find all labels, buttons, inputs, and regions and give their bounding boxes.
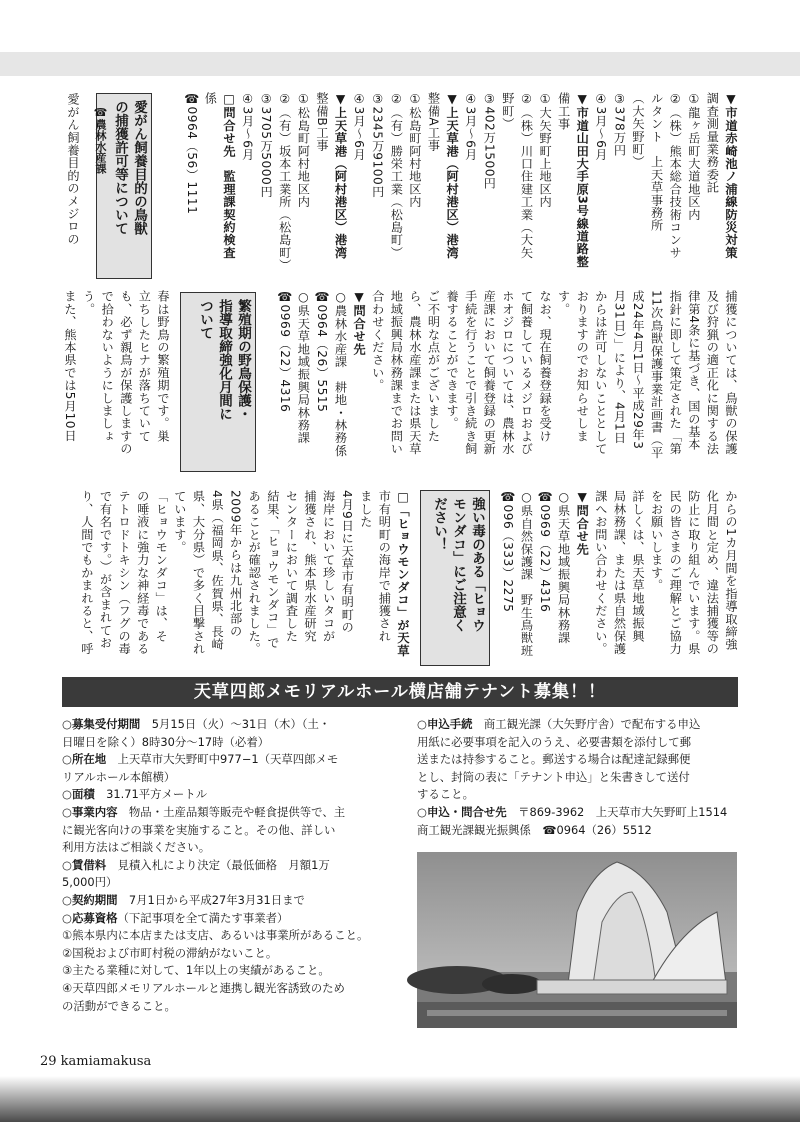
text-line: ②（有）勝栄工業（松島町） bbox=[389, 92, 404, 259]
memorial-hall-illustration bbox=[417, 852, 737, 1028]
bird-heading-line3: ついて bbox=[197, 299, 213, 340]
text-line: 4県（福岡県、佐賀県、長崎 bbox=[210, 490, 225, 651]
text-line: 指針に即して策定された「第 bbox=[668, 290, 683, 456]
text-line: ②（有）坂本工業所（松島町） bbox=[277, 92, 292, 272]
text-line: 養することができます。 bbox=[445, 290, 460, 430]
text-line: ています。 bbox=[172, 490, 187, 554]
tenant-item-key: ○所在地 bbox=[62, 752, 107, 767]
text-line: 海岸において珍しいタコが bbox=[321, 490, 336, 643]
tenant-item-text: の活動ができること。 bbox=[62, 998, 176, 1013]
tenant-line bbox=[62, 927, 407, 945]
text-line: ▼問合せ先 bbox=[352, 290, 367, 356]
tenant-item-key: ○面積 bbox=[62, 787, 95, 802]
bird-heading-line1: 繁殖期の野鳥保護・ bbox=[235, 299, 251, 421]
tenant-item-text: 用紙に必要事項を記入のうえ、必要書類を添付して郵 bbox=[417, 734, 692, 749]
tenant-item-text: ②国税および市町村税の滞納がないこと。 bbox=[62, 945, 278, 960]
text-line: ③3705万5000円 bbox=[259, 92, 274, 198]
tenant-item-text: 7月1日から平成27年3月31日まで bbox=[117, 892, 305, 907]
text-line: ③378万円 bbox=[612, 92, 627, 157]
tenant-item-key: ○申込・問合せ先 bbox=[417, 804, 507, 819]
mejiro-heading-line1: 愛がん飼養目的の鳥獣 bbox=[131, 100, 147, 235]
tenant-item-text: 〒869-3962 上天草市大矢野町上1514 bbox=[506, 804, 728, 819]
tenant-line bbox=[417, 822, 739, 840]
text-line: 結果、「ヒョウモンダコ」で bbox=[265, 490, 280, 649]
tenant-line bbox=[62, 892, 407, 910]
mejiro-text-column bbox=[260, 290, 740, 472]
octopus-heading-box bbox=[420, 490, 490, 666]
tenant-line bbox=[62, 734, 407, 752]
text-line: また、熊本県では5月10日 bbox=[63, 290, 78, 442]
tenant-item-key: ○応募資格 bbox=[62, 910, 118, 925]
text-line: の唾液に強力な神経毒である bbox=[135, 490, 150, 656]
text-line: をお願いします。 bbox=[649, 490, 664, 592]
text-line: 4月9日に天草市有明町の bbox=[340, 490, 355, 634]
text-line: ○県天草地域振興局林務課 bbox=[296, 290, 311, 445]
tenant-info-left bbox=[62, 716, 407, 1015]
tenant-line bbox=[62, 910, 407, 928]
tenant-line bbox=[62, 822, 407, 840]
text-line: ました bbox=[358, 490, 373, 529]
text-line: ①大矢野町上地区内 bbox=[538, 92, 553, 209]
tenant-item-text: 物品・土産品類等販売や軽食提供等で、主 bbox=[117, 804, 346, 819]
text-line: おりますのでお知らせしま bbox=[575, 290, 590, 443]
tenant-line bbox=[62, 839, 407, 857]
octopus-heading-line3: ださい！ bbox=[431, 497, 447, 551]
tenant-line bbox=[62, 716, 407, 734]
text-line: 係 bbox=[203, 92, 218, 105]
tenant-line bbox=[417, 804, 739, 822]
tenant-line bbox=[417, 716, 739, 734]
text-line: ①松島町阿村地区内 bbox=[296, 92, 311, 209]
text-line: う。 bbox=[81, 290, 96, 316]
tenant-line bbox=[417, 786, 739, 804]
tenant-item-text: すること。 bbox=[417, 787, 474, 802]
tenant-item-text: とし、封筒の表に「テナント申込」と朱書きして送付 bbox=[417, 769, 690, 784]
tenant-item-text: 商工観光課（大矢野庁舎）で配布する申込 bbox=[472, 717, 701, 731]
text-line: あることが確認されました。 bbox=[247, 490, 262, 656]
text-line: 化月間と定め、違法捕獲等の bbox=[705, 490, 720, 656]
bird-text-column-continued bbox=[498, 490, 740, 672]
top-gray-band bbox=[0, 52, 800, 76]
mejiro-heading-line2: の捕獲許可等について bbox=[112, 100, 128, 235]
text-line: 律第4条に基づき、国の基本 bbox=[686, 290, 701, 451]
tenant-line bbox=[417, 769, 739, 787]
text-line: ▼市道山田大手原3号線道路整 bbox=[575, 92, 590, 268]
tenant-item-text: リアルホール本館横） bbox=[62, 769, 176, 784]
text-line: 市有明町の海岸で捕獲され bbox=[377, 490, 392, 643]
tenant-line bbox=[62, 751, 407, 769]
text-line: 捕獲され、熊本県水産研究 bbox=[303, 490, 318, 643]
text-line: 詳しくは、県天草地域振興 bbox=[631, 490, 646, 643]
octopus-text-column bbox=[62, 490, 412, 672]
text-line: （大矢野町） bbox=[631, 92, 646, 169]
tenant-item-text: 商工観光課観光振興係 ☎0964（26）5512 bbox=[417, 822, 652, 837]
tenant-line bbox=[62, 980, 407, 998]
text-line: す。 bbox=[556, 290, 571, 316]
tenant-line bbox=[62, 945, 407, 963]
bird-heading-box bbox=[180, 292, 256, 472]
tenant-item-text: 送または持参すること。郵送する場合は配達記録郵便 bbox=[417, 752, 691, 767]
text-line: □問合せ先 監理課契約検査 bbox=[221, 92, 236, 259]
octopus-heading-line2: モンダコ」にご注意く bbox=[450, 497, 466, 632]
text-line: 産課において飼養登録の更新 bbox=[482, 290, 497, 456]
text-line: 整備A工事 bbox=[426, 92, 441, 152]
text-line: ②（株）熊本総合技術コンサ bbox=[668, 92, 683, 259]
text-line: 課へお問い合わせください。 bbox=[593, 490, 608, 656]
mejiro-text-start bbox=[62, 93, 82, 275]
tenant-line bbox=[62, 769, 407, 787]
tenant-line bbox=[62, 786, 407, 804]
text-line: ○県天草地域振興局林務課 bbox=[556, 490, 571, 645]
text-line: ▼市道赤崎池ノ浦線防災対策 bbox=[724, 92, 738, 259]
text-line: ③402万1500円 bbox=[482, 92, 497, 190]
bird-heading-line2: 指導取締強化月間に bbox=[216, 299, 232, 421]
tenant-item-key: ○賃借料 bbox=[62, 857, 107, 872]
text-line: 「ヒョウモンダコ」は、そ bbox=[154, 490, 169, 643]
bird-text-column bbox=[62, 290, 172, 472]
octopus-heading-line1: 強い毒のある「ヒョウ bbox=[469, 497, 485, 632]
text-line: ①龍ヶ岳町大道地区内 bbox=[686, 92, 701, 221]
tenant-item-text: 5月15日（火）〜31日（木）（土・ bbox=[140, 717, 331, 731]
tenant-item-text: 見積入札により決定（最低価格 月額1万 bbox=[106, 857, 330, 872]
text-line: 成24年4月1日〜平成29年3 bbox=[631, 290, 646, 450]
tenant-line bbox=[417, 734, 739, 752]
tenant-item-text: （下記事項を全て満たす事業者） bbox=[117, 910, 289, 925]
text-line: ら、農林水産課または県天草 bbox=[407, 290, 422, 456]
tenant-banner: 天草四郎メモリアルホール横店舗テナント募集！！ bbox=[62, 677, 738, 707]
mejiro-heading-box bbox=[96, 93, 152, 279]
text-line: センターにおいて調査した bbox=[284, 490, 299, 643]
tenant-line bbox=[62, 998, 407, 1016]
text-line: ④3月〜6月 bbox=[593, 92, 608, 162]
text-line: 野町） bbox=[500, 92, 515, 131]
text-line: ▼上天草港（阿村港区）港湾 bbox=[445, 92, 460, 259]
text-line: 合わせください。 bbox=[370, 290, 385, 392]
tenant-item-text: 日曜日を除く）8時30分〜17時（必着） bbox=[62, 734, 270, 749]
tenant-item-text: ④天草四郎メモリアルホールと連携し観光客誘致のため bbox=[62, 980, 345, 995]
text-line: ☎0969（22）4316 bbox=[277, 290, 292, 413]
text-line: 立ちしたヒナが落ちていて bbox=[137, 290, 152, 443]
tenant-line bbox=[417, 751, 739, 769]
text-line: ④3月〜6月 bbox=[240, 92, 255, 162]
tenant-info-right bbox=[417, 716, 739, 839]
mejiro-dept-label: ☎農林水産課 bbox=[94, 106, 107, 174]
tenant-item-text: 31.71平方メートル bbox=[94, 787, 208, 802]
page-footer: 29 kamiamakusa bbox=[40, 1054, 152, 1069]
text-line: ○農林水産課 耕地・林務係 bbox=[333, 290, 348, 457]
text-line: 春は野鳥の繁殖期です。巣 bbox=[156, 290, 170, 443]
text-line: ▼上天草港（阿村港区）港湾 bbox=[333, 92, 348, 259]
tenant-item-key: ○申込手続 bbox=[417, 717, 473, 731]
text-line: 県、大分県）で多く目撃され bbox=[191, 490, 206, 656]
contracts-column bbox=[184, 92, 740, 274]
tenant-item-text: 上天草市大矢野町中977−1（天草四郎メモ bbox=[106, 752, 339, 767]
text-line: 11次鳥獣保護事業計画書（平 bbox=[649, 290, 664, 459]
text-line: ☎0964（56）1111 bbox=[184, 92, 199, 215]
text-line: ☎096（333）2275 bbox=[500, 490, 515, 613]
text-line: 2009年からは九州北部の bbox=[228, 490, 243, 638]
text-line: ①松島町阿村地区内 bbox=[407, 92, 422, 209]
text-line: ②（株）川口住建工業（大矢 bbox=[519, 92, 534, 259]
text-line: ④3月〜6月 bbox=[352, 92, 367, 162]
text-line: 整備B工事 bbox=[314, 92, 329, 152]
tenant-item-key: ○契約期間 bbox=[62, 892, 118, 907]
text-line: からの1カ月間を指導取締強 bbox=[724, 490, 738, 651]
text-line: ③2345万9100円 bbox=[370, 92, 385, 198]
tenant-line bbox=[62, 804, 407, 822]
text-line: ○県自然保護課 野生鳥獣班 bbox=[519, 490, 534, 657]
text-line: ご不明な点がございました bbox=[426, 290, 441, 443]
text-line: り、人間でもかまれると、呼 bbox=[79, 490, 94, 656]
text-line: 調査測量業務委託 bbox=[705, 92, 720, 194]
text-line: 局林務課、または県自然保護 bbox=[612, 490, 627, 656]
text-line: ホオジロについては、農林水 bbox=[500, 290, 515, 456]
tenant-line bbox=[62, 857, 407, 875]
text-line: ▼問合せ先 bbox=[575, 490, 590, 556]
text-line: 捕獲については、鳥獣の保護 bbox=[724, 290, 738, 456]
text-line: からは許可しないこととして bbox=[593, 290, 608, 456]
tenant-item-text: ③主たる業種に対して、1年以上の実績があること。 bbox=[62, 963, 330, 978]
tenant-item-text: に観光客向けの事業を実施すること。その他、詳しい bbox=[62, 822, 336, 837]
text-line: で拾わないようにしましょ bbox=[100, 290, 115, 443]
tenant-line bbox=[62, 874, 407, 892]
text-line: も、必ず親鳥が保護しますの bbox=[118, 290, 133, 456]
text-line: 及び狩猟の適正化に関する法 bbox=[705, 290, 720, 456]
text-line: て飼養しているメジロおよび bbox=[519, 290, 534, 456]
text-line: 防止に取り組んでいます。県 bbox=[686, 490, 701, 656]
tenant-item-text: ①熊本県内に本店または支店、あるいは事業所があること。 bbox=[62, 928, 369, 943]
tenant-item-key: ○事業内容 bbox=[62, 804, 118, 819]
text-line: 民の皆さまのご理解とご協力 bbox=[668, 490, 683, 656]
tenant-item-text: 5,000円） bbox=[62, 875, 118, 890]
text-line: テトロドトキシン（フグの毒 bbox=[117, 490, 132, 656]
text-line: 月31日）」により、4月1日 bbox=[612, 290, 627, 444]
text-line: ルタント 上天草事務所 bbox=[649, 92, 664, 232]
text-line: ④3月〜6月 bbox=[463, 92, 478, 162]
text-line: なお、現在飼養登録を受け bbox=[538, 290, 553, 443]
text-line: ☎0969（22）4316 bbox=[538, 490, 553, 613]
tenant-line bbox=[62, 962, 407, 980]
tenant-item-key: ○募集受付期間 bbox=[62, 717, 141, 731]
text-line: ☎0964（26）5515 bbox=[314, 290, 329, 413]
text-line: 手続を行うことで引き続き飼 bbox=[463, 290, 478, 456]
memorial-hall-photo bbox=[417, 852, 737, 1028]
footer-gradient bbox=[0, 1076, 800, 1122]
text-line: 愛がん飼養目的のメジロの bbox=[66, 93, 80, 246]
tenant-item-text: 利用方法はご相談ください。 bbox=[62, 840, 211, 855]
text-line: で有名です。）が含まれてお bbox=[98, 490, 113, 649]
text-line: 地域振興局林務課までお問い bbox=[389, 290, 404, 456]
text-line: □「ヒョウモンダコ」が天草 bbox=[396, 490, 410, 657]
text-line: 備工事 bbox=[556, 92, 571, 131]
